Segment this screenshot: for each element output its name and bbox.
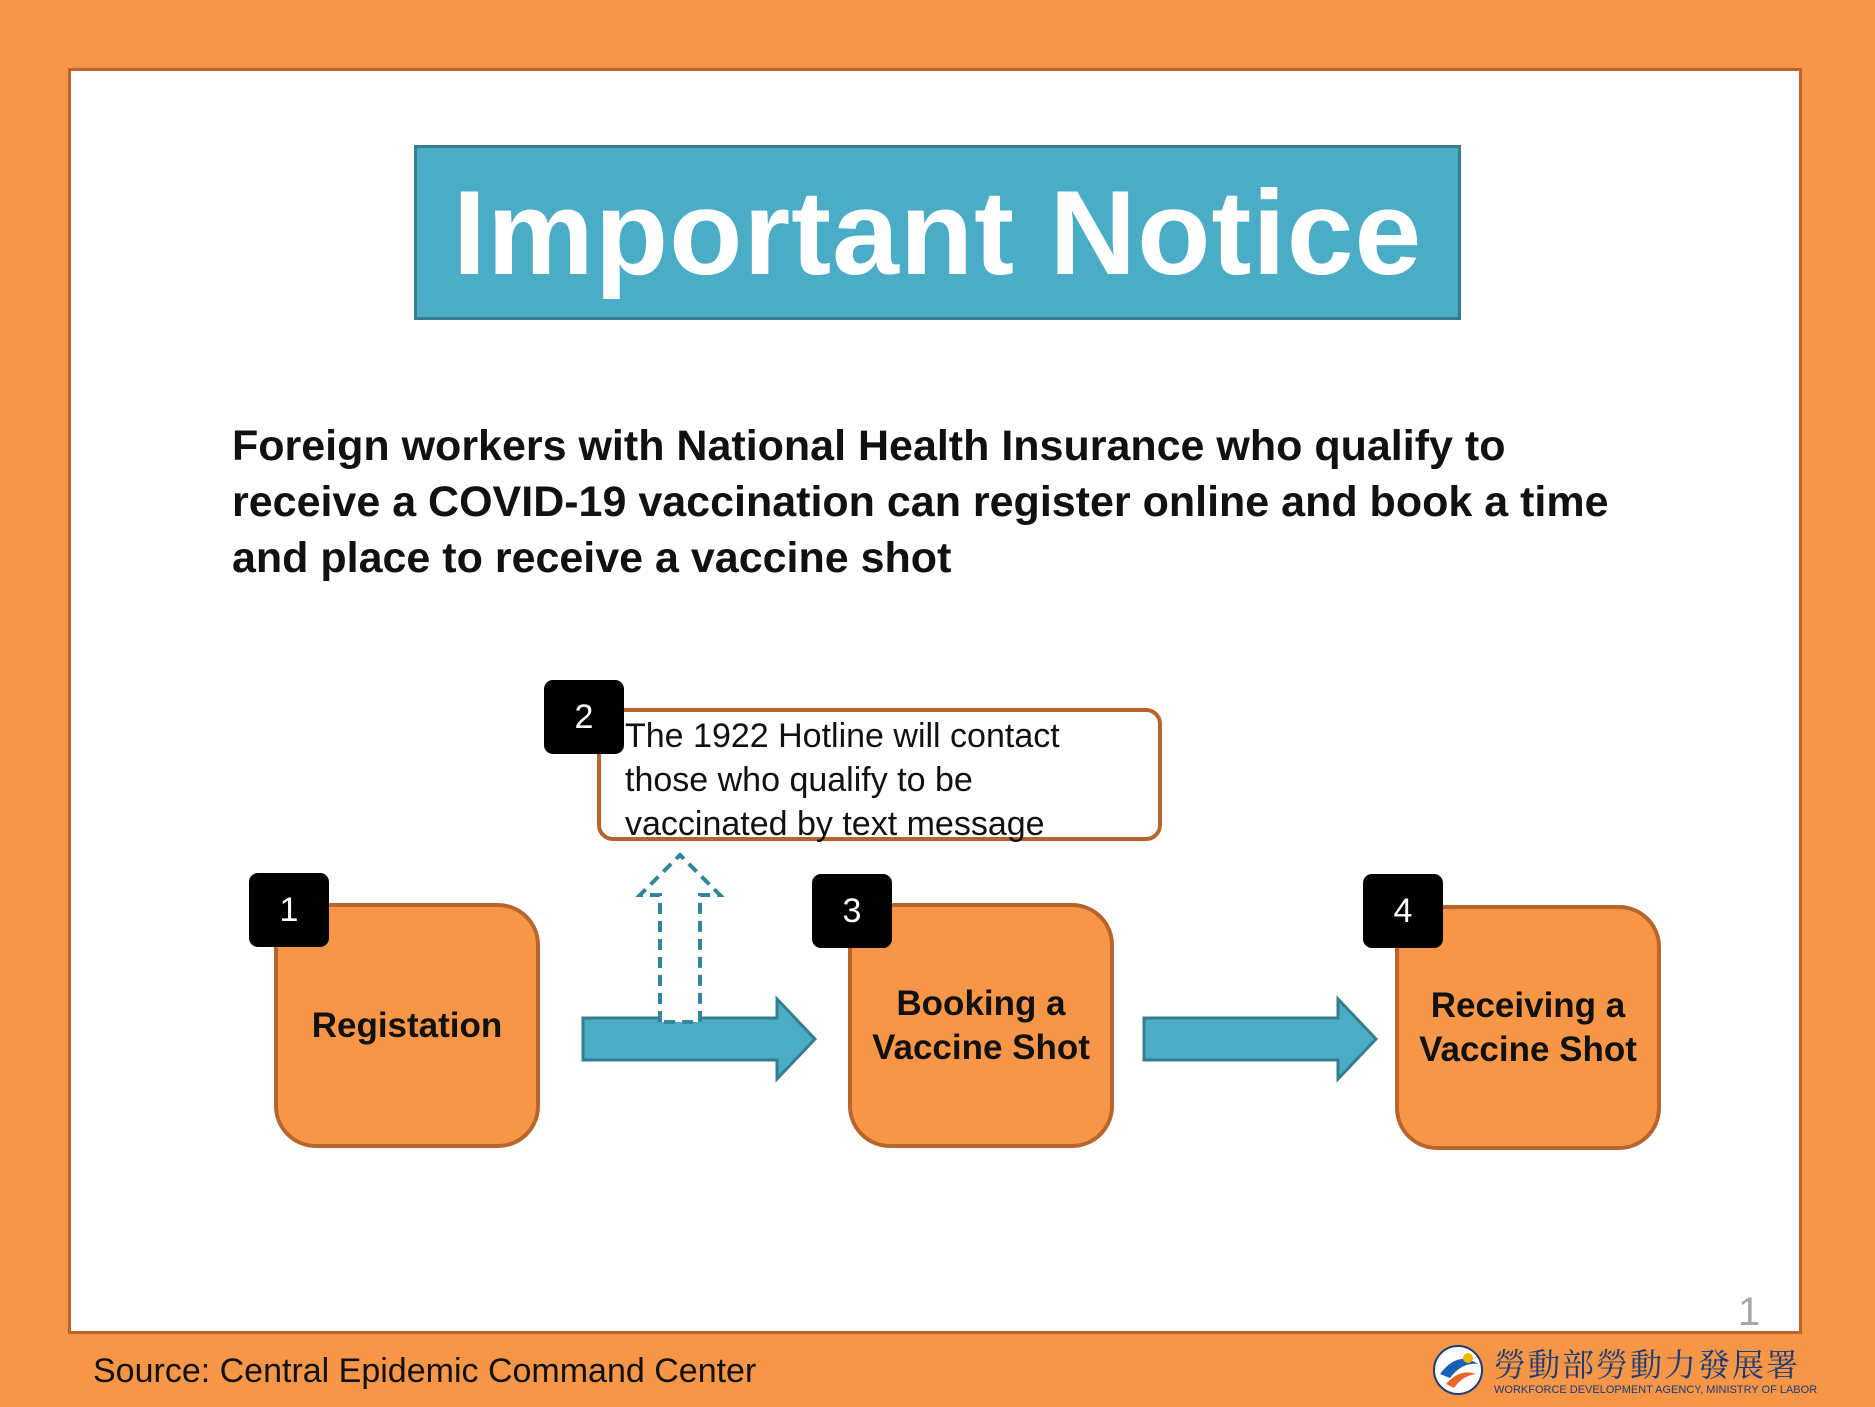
step-2-badge: 2 bbox=[544, 680, 624, 754]
step-4-badge: 4 bbox=[1363, 874, 1443, 948]
step-hotline-box bbox=[597, 708, 1162, 841]
step-receiving-label: Receiving a Vaccine Shot bbox=[1419, 985, 1637, 1069]
step-hotline-label: The 1922 Hotline will contact those who qualify to be vaccinated by text message bbox=[625, 717, 1060, 843]
page-title: Important Notice bbox=[452, 165, 1423, 300]
source-caption: Source: Central Epidemic Command Center bbox=[93, 1352, 757, 1390]
step-1-badge: 1 bbox=[249, 873, 329, 947]
agency-emblem-icon bbox=[1432, 1344, 1484, 1396]
step-3-badge: 3 bbox=[812, 874, 892, 948]
agency-logo bbox=[1432, 1344, 1818, 1400]
page-number: 1 bbox=[1738, 1290, 1761, 1334]
intro-text: Foreign workers with National Health Insurance who qualify to receive a COVID-19 vaccination can register online and book a time and place to receive a vaccine shot bbox=[232, 422, 1609, 582]
dashed-arrow-up-to-step2 bbox=[640, 855, 720, 1022]
agency-name-en: WORKFORCE DEVELOPMENT AGENCY, MINISTRY OF LABOR bbox=[1494, 1384, 1818, 1396]
arrow-step3-to-step4 bbox=[1144, 999, 1376, 1079]
agency-name-cn: 勞動部勞動力發展署 bbox=[1494, 1347, 1801, 1383]
step-registration-label: Registation bbox=[311, 1005, 503, 1045]
step-booking-label: Booking a Vaccine Shot bbox=[872, 983, 1090, 1067]
